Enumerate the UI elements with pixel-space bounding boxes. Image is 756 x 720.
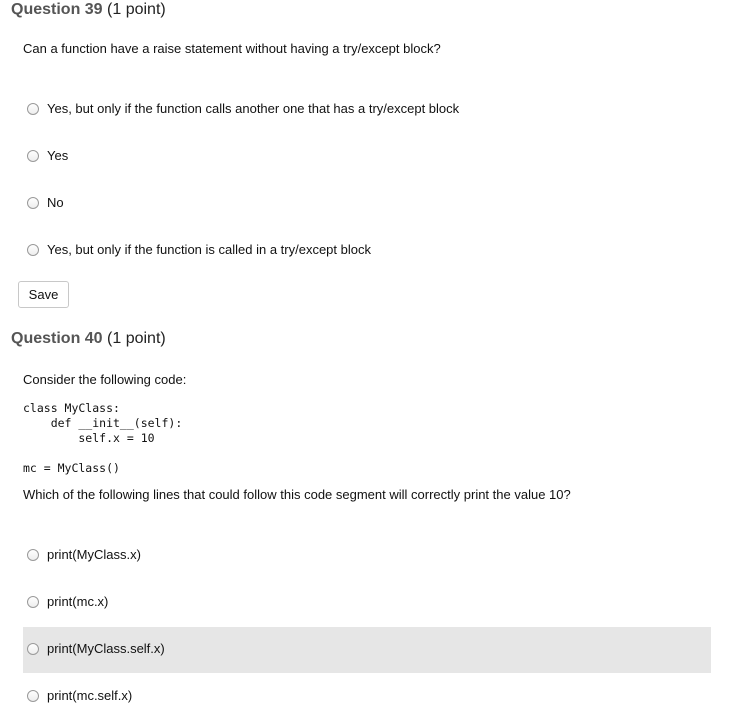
question-40-number: Question 40 <box>11 330 103 347</box>
q39-option-3[interactable] <box>23 181 711 227</box>
q39-option-3-radio[interactable] <box>27 197 39 209</box>
question-40-points: (1 point) <box>107 330 166 347</box>
save-button[interactable]: Save <box>18 281 69 308</box>
q40-option-3-label[interactable]: print(MyClass.self.x) <box>47 641 165 656</box>
q40-option-3-radio[interactable] <box>27 643 39 655</box>
question-40-title <box>11 329 166 349</box>
q40-option-1-label[interactable]: print(MyClass.x) <box>47 547 141 562</box>
q39-option-4[interactable] <box>23 228 711 274</box>
q39-option-4-radio[interactable] <box>27 244 39 256</box>
code-line: mc = MyClass() <box>23 461 120 475</box>
question-40-intro: Consider the following code: <box>23 372 187 387</box>
q39-option-3-label[interactable]: No <box>47 195 64 210</box>
q39-option-4-label[interactable]: Yes, but only if the function is called in a try/except block <box>47 242 371 257</box>
q40-option-4-radio[interactable] <box>27 690 39 702</box>
question-39-prompt: Can a function have a raise statement without having a try/except block? <box>23 41 441 56</box>
q40-option-2-radio[interactable] <box>27 596 39 608</box>
q40-option-4-label[interactable]: print(mc.self.x) <box>47 688 133 703</box>
q40-option-3[interactable] <box>23 627 711 673</box>
q39-option-2[interactable] <box>23 134 711 180</box>
question-39-number: Question 39 <box>11 1 103 18</box>
q40-option-2[interactable] <box>23 580 711 626</box>
q39-option-1[interactable] <box>23 87 711 133</box>
code-block: class MyClass: def __init__(self): self.x = 10 <box>23 401 183 445</box>
q40-option-2-label[interactable]: print(mc.x) <box>47 594 109 609</box>
question-40-prompt: Which of the following lines that could follow this code segment will correctly print the value 10? <box>23 487 571 502</box>
q39-option-1-label[interactable]: Yes, but only if the function calls another one that has a try/except block <box>47 101 460 116</box>
q39-option-2-radio[interactable] <box>27 150 39 162</box>
q39-option-2-label[interactable]: Yes <box>47 148 69 163</box>
q40-option-1[interactable] <box>23 533 711 579</box>
q40-option-1-radio[interactable] <box>27 549 39 561</box>
q40-option-4[interactable] <box>23 674 711 720</box>
question-39-title <box>11 0 166 20</box>
q39-option-1-radio[interactable] <box>27 103 39 115</box>
question-39-points: (1 point) <box>107 1 166 18</box>
